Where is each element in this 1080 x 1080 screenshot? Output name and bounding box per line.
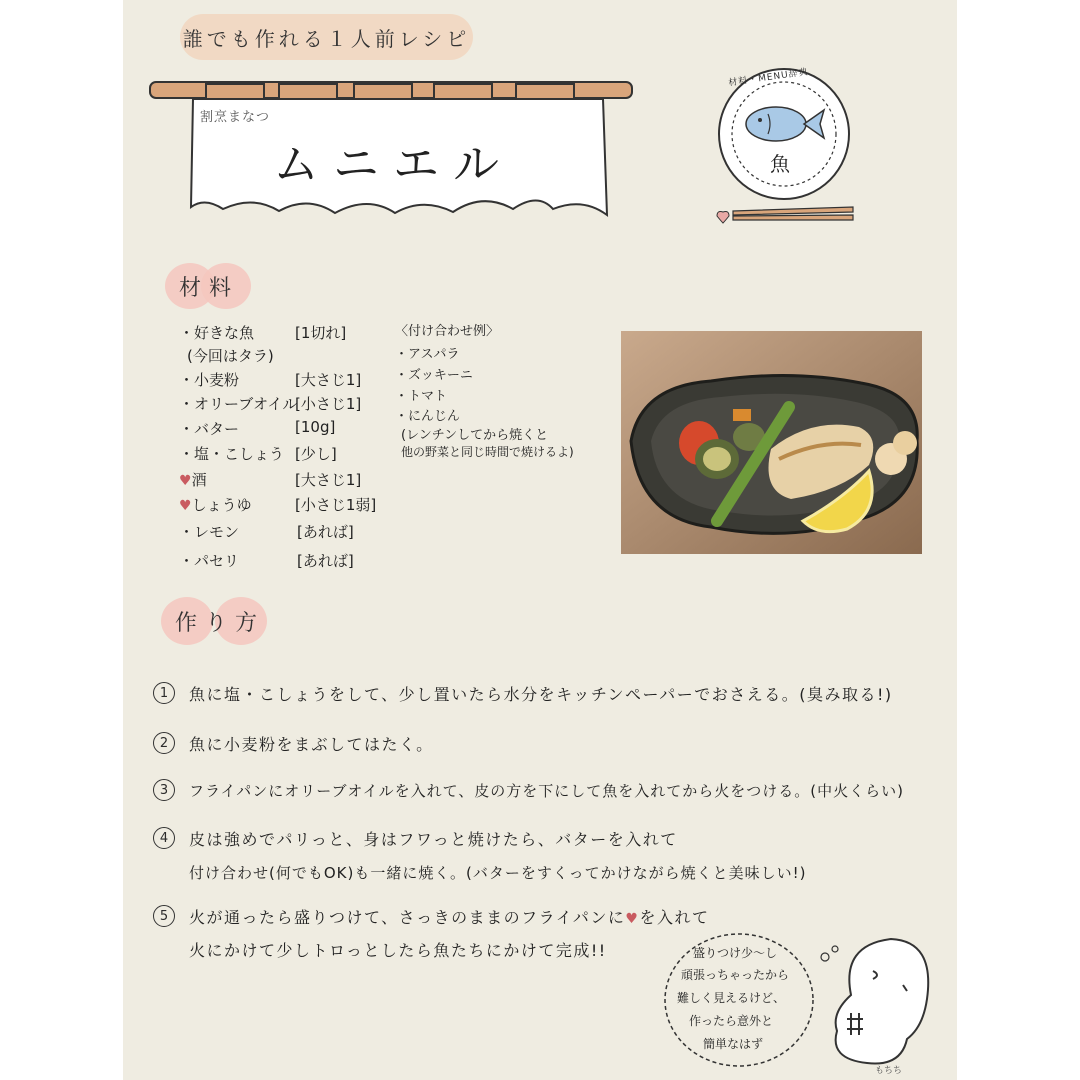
step-number: 4 bbox=[153, 827, 175, 849]
ingredient-name: しょうゆ bbox=[191, 496, 252, 514]
ingredient-amount: [小さじ1弱] bbox=[295, 496, 377, 514]
step-number: 1 bbox=[153, 682, 175, 704]
ingredient-bullet: ・ bbox=[179, 445, 195, 463]
bubble-line: 盛りつけ少～し bbox=[693, 946, 778, 960]
step-text: フライパンにオリーブオイルを入れて、皮の方を下にして魚を入れてから火をつける。(中火くらい) bbox=[189, 782, 905, 800]
ingredient-bullet: ・ bbox=[179, 371, 195, 389]
ingredient-amount: [大さじ1] bbox=[295, 471, 362, 489]
ingredient-item bbox=[179, 550, 239, 571]
ingredient-item bbox=[179, 521, 239, 542]
ingredient-amount: [小さじ1] bbox=[295, 395, 362, 413]
plate-label: 材料・MENU辞典 bbox=[727, 67, 810, 89]
ingredient-note: (今回はタラ) bbox=[187, 347, 274, 365]
ingredient-name: 塩・こしょう bbox=[194, 445, 285, 463]
step-text: 皮は強めでパリっと、身はフワっと焼けたら、バターを入れて bbox=[189, 830, 678, 849]
ingredient-item bbox=[179, 494, 252, 515]
ingredient-item bbox=[179, 369, 239, 390]
heart-icon: ♥ bbox=[179, 473, 192, 489]
top-title: 誰でも作れる１人前レシピ bbox=[180, 14, 473, 60]
ingredient-name: パセリ bbox=[194, 552, 240, 570]
ingredient-item bbox=[179, 393, 297, 414]
ingredient-amount: [あれば] bbox=[297, 552, 354, 570]
garnish-item: ・アスパラ bbox=[395, 347, 460, 362]
bubble-line: 簡単なはず bbox=[703, 1037, 764, 1051]
step-text: 魚に小麦粉をまぶしてはたく。 bbox=[189, 735, 434, 754]
method-heading: 作り方 bbox=[174, 610, 265, 636]
garnish-item: ・ズッキーニ bbox=[395, 368, 473, 383]
recipe-card bbox=[123, 0, 957, 1080]
ingredient-item bbox=[179, 443, 284, 464]
ingredient-bullet: ・ bbox=[179, 324, 195, 342]
ingredient-amount: [1切れ] bbox=[295, 324, 347, 342]
dish-name: ムニエル bbox=[273, 137, 513, 191]
garnish-item: ・トマト bbox=[395, 389, 448, 404]
ingredients-heading: 材料 bbox=[178, 275, 239, 301]
ingredient-name: レモン bbox=[194, 523, 240, 541]
garnish-note: (レンチンしてから焼くと bbox=[401, 428, 549, 443]
ingredient-amount: [あれば] bbox=[297, 523, 354, 541]
ingredient-amount: [10g] bbox=[295, 418, 336, 436]
ingredient-bullet: ・ bbox=[179, 420, 195, 438]
step-text-part: を入れて bbox=[639, 908, 710, 927]
ingredient-bullet: ・ bbox=[179, 395, 195, 413]
step-text: 火にかけて少しトロっとしたら魚たちにかけて完成!! bbox=[189, 941, 607, 960]
dish-photo bbox=[621, 331, 922, 554]
ingredient-item bbox=[179, 418, 239, 439]
garnish-note: 他の野菜と同じ時間で焼けるよ) bbox=[401, 445, 574, 459]
ingredient-name: 好きな魚 bbox=[194, 324, 255, 342]
step-number: 5 bbox=[153, 905, 175, 927]
garnish-item: ・にんじん bbox=[395, 409, 461, 424]
garnish-title: 〈付け合わせ例〉 bbox=[395, 324, 500, 339]
ingredient-name: 酒 bbox=[191, 471, 207, 489]
bubble-line: 難しく見えるけど、 bbox=[677, 991, 786, 1005]
ingredient-item bbox=[179, 322, 254, 343]
shop-name: 割烹まなつ bbox=[200, 110, 271, 125]
mascot-illustration bbox=[811, 935, 941, 1075]
ingredient-name: オリーブオイル bbox=[194, 395, 298, 413]
step-number: 3 bbox=[153, 779, 175, 801]
step-text bbox=[189, 905, 709, 928]
step-text-part: 火が通ったら盛りつけて、さっきのままのフライパンに bbox=[189, 908, 626, 927]
heart-icon: ♥ bbox=[179, 498, 192, 514]
plate-word: 魚 bbox=[770, 152, 790, 176]
ingredient-name: バター bbox=[194, 420, 240, 438]
mascot-signature: もちち bbox=[875, 1066, 903, 1076]
ingredient-amount: [少し] bbox=[295, 445, 337, 463]
bubble-line: 頑張っちゃったから bbox=[681, 968, 790, 982]
step-text: 魚に塩・こしょうをして、少し置いたら水分をキッチンペーパーでおさえる。(臭み取る!) bbox=[189, 685, 893, 704]
ingredient-bullet: ・ bbox=[179, 552, 195, 570]
ingredient-name: 小麦粉 bbox=[194, 371, 240, 389]
heart-icon: ♥ bbox=[625, 911, 640, 927]
bubble-line: 作ったら意外と bbox=[689, 1014, 774, 1028]
step-number: 2 bbox=[153, 732, 175, 754]
ingredient-item bbox=[179, 469, 207, 490]
ingredient-amount: [大さじ1] bbox=[295, 371, 362, 389]
ingredient-bullet: ・ bbox=[179, 523, 195, 541]
chopsticks-icon bbox=[713, 203, 858, 225]
step-text: 付け合わせ(何でもOK)も一緒に焼く。(バターをすくってかけながら焼くと美味しい!) bbox=[189, 864, 807, 882]
